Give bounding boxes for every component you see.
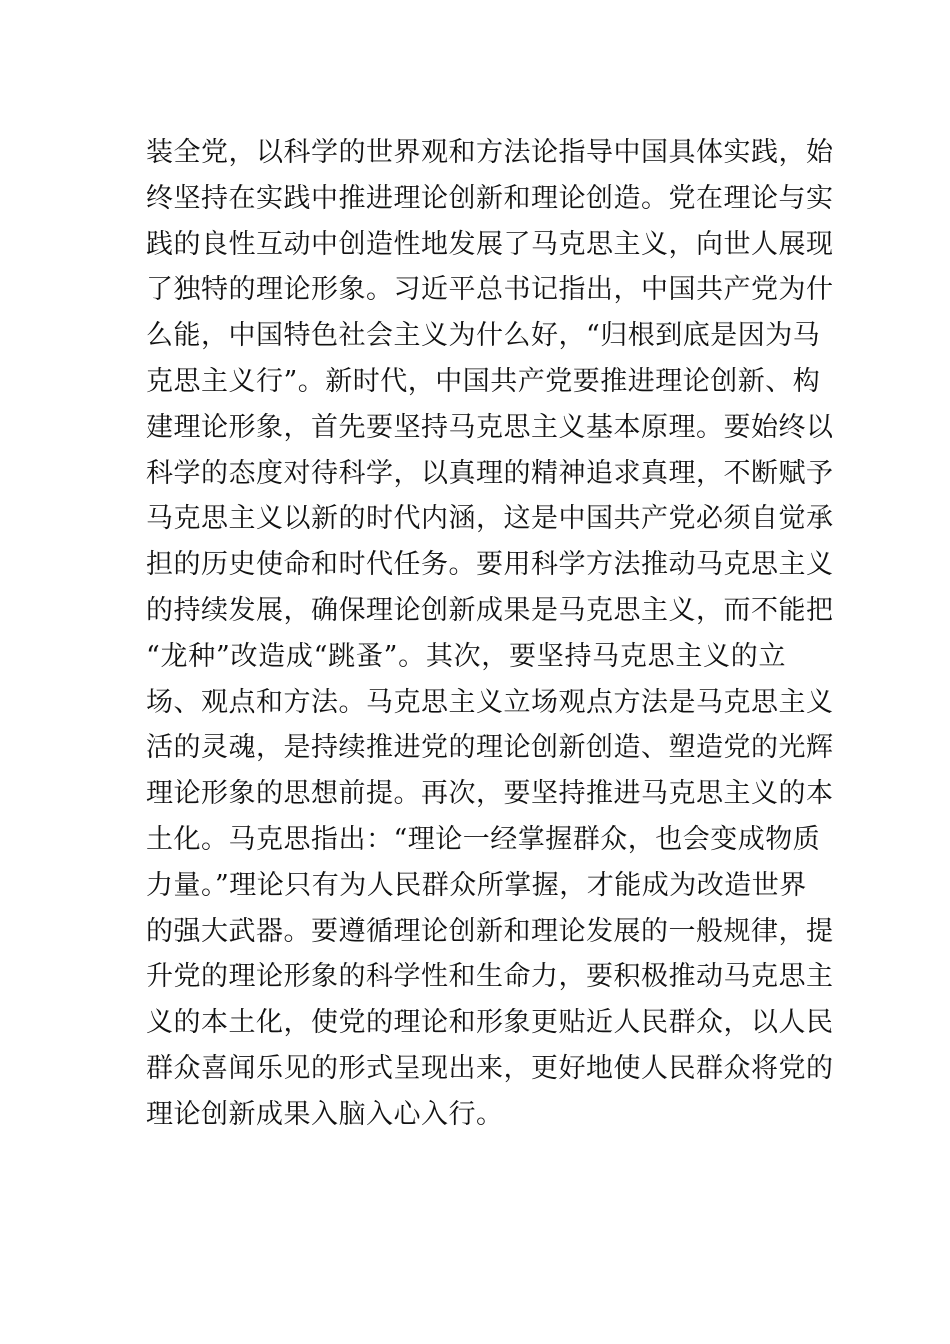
text-line: 义的本土化，使党的理论和形象更贴近人民群众，以人民 xyxy=(146,1007,834,1039)
text-line: 的强大武器。要遵循理论创新和理论发展的一般规律，提 xyxy=(146,915,834,947)
text-line: 群众喜闻乐见的形式呈现出来，更好地使人民群众将党的 xyxy=(146,1052,834,1084)
text-line: 么能，中国特色社会主义为什么好，“归根到底是因为马 xyxy=(146,320,821,352)
text-line: 了独特的理论形象。习近平总书记指出，中国共产党为什 xyxy=(146,274,834,306)
text-line: 理论形象的思想前提。再次，要坚持推进马克思主义的本 xyxy=(146,778,834,810)
text-line: 活的灵魂，是持续推进党的理论创新创造、塑造党的光辉 xyxy=(146,732,834,764)
text-line: 的持续发展，确保理论创新成果是马克思主义，而不能把 xyxy=(146,594,834,626)
text-line: 土化。马克思指出：“理论一经掌握群众，也会变成物质 xyxy=(146,823,821,855)
text-line: “龙种”改造成“跳蚤”。其次，要坚持马克思主义的立 xyxy=(146,640,786,672)
body-paragraph xyxy=(146,130,834,1138)
text-line: 装全党，以科学的世界观和方法论指导中国具体实践，始 xyxy=(146,137,834,168)
text-line: 终坚持在实践中推进理论创新和理论创造。党在理论与实 xyxy=(146,182,834,214)
text-line: 理论创新成果入脑入心入行。 xyxy=(146,1098,504,1130)
text-line: 力量。”理论只有为人民群众所掌握，才能成为改造世界 xyxy=(146,869,807,901)
text-line: 场、观点和方法。马克思主义立场观点方法是马克思主义 xyxy=(146,686,834,718)
text-line: 科学的态度对待科学，以真理的精神追求真理，不断赋予 xyxy=(146,457,834,489)
text-line: 升党的理论形象的科学性和生命力，要积极推动马克思主 xyxy=(146,961,834,993)
text-line: 建理论形象，首先要坚持马克思主义基本原理。要始终以 xyxy=(146,411,834,443)
text-line: 克思主义行”。新时代，中国共产党要推进理论创新、构 xyxy=(146,365,821,397)
text-line: 担的历史使命和时代任务。要用科学方法推动马克思主义 xyxy=(146,549,834,581)
text-line: 马克思主义以新的时代内涵，这是中国共产党必须自觉承 xyxy=(146,503,834,535)
text-line: 践的良性互动中创造性地发展了马克思主义，向世人展现 xyxy=(146,228,834,260)
